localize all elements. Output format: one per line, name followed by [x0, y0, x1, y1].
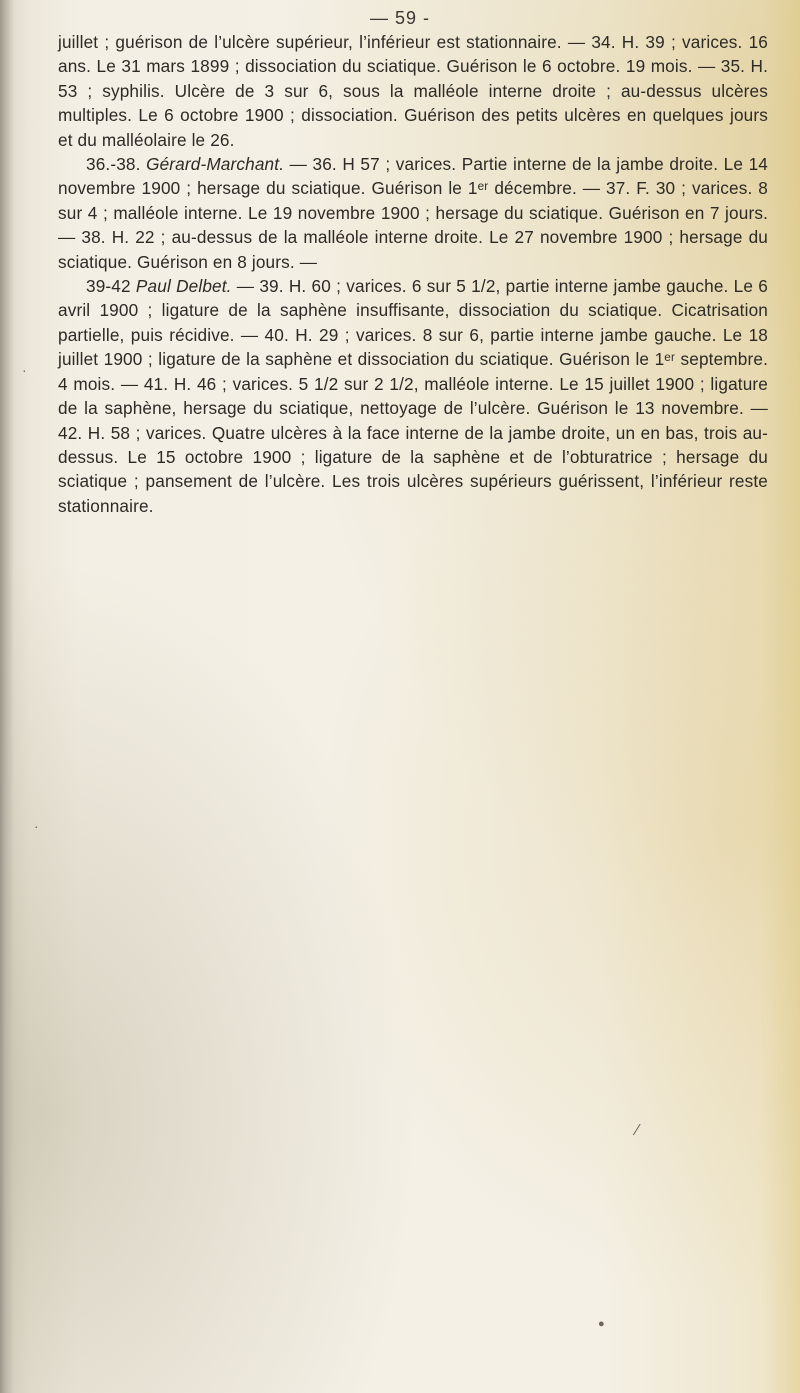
text-segment: juillet ; guérison de l’ulcère supérieur, l’inférieur est stationnaire. — 34. H. 39 ; varices. 16 ans. Le 31 mars 1899 ; dissociation du sciatique. Guérison le 6 octobre. 19 mois. — 35. H. 53 ; syphilis. Ulcère de 3 sur 6, sous la malléole interne droite ; au-dessus ulcères multiples. Le 6 octobre 1900 ; dissociation. Guérison des petits ulcères en quelques jours et du malléolaire le 26. — [58, 32, 768, 150]
page-number: — 59 - — [369, 8, 431, 28]
page-binding-shadow — [0, 0, 14, 1393]
text-segment: — 36. H 57 ; varices. Partie interne de la jambe droite. Le 14 novembre 1900 ; hersage du sciatique. Guérison le 1ᵉʳ décembre. — 37. F. 30 ; varices. 8 sur 4 ; malléole interne. Le 19 novembre 1900 ; hersage du sciatique. Guérison en 7 jours. — 38. H. 22 ; au-dessus de la malléole interne droite. Le 27 novembre 1900 ; hersage du sciatique. Guérison en 8 jours. — — [58, 154, 768, 272]
stray-dot: ● — [598, 1318, 605, 1330]
author-name: Paul Delbet. — [135, 276, 232, 297]
paragraph-3 — [58, 274, 768, 518]
margin-dot: · — [34, 818, 39, 834]
paragraph-1 — [58, 30, 768, 152]
author-name: Gérard-Marchant. — [146, 154, 285, 175]
text-segment: 39-42 — [86, 276, 136, 297]
paragraph-2 — [58, 152, 768, 274]
stray-mark: ⁄ — [636, 1122, 639, 1139]
margin-dot: · — [22, 362, 27, 378]
body-text — [58, 30, 768, 518]
text-segment: — 39. H. 60 ; varices. 6 sur 5 1/2, partie interne jambe gauche. Le 6 avril 1900 ; ligature de la saphène insuffisante, dissociation du sciatique. Cicatrisation partielle, puis récidive. — 40. H. 29 ; varices. 8 sur 6, partie interne jambe gauche. Le 18 juillet 1900 ; ligature de la saphène et dissociation du sciatique. Guérison le 1ᵉʳ septembre. 4 mois. — 41. H. 46 ; varices. 5 1/2 sur 2 1/2, malléole interne. Le 15 juillet 1900 ; ligature de la saphène, hersage du sciatique, nettoyage de l’ulcère. Guérison le 13 novembre. — 42. H. 58 ; varices. Quatre ulcères à la face interne de la jambe droite, un en bas, trois au-dessus. Le 15 octobre 1900 ; ligature de la saphène et de l’obturatrice ; hersage du sciatique ; pansement de l’ulcère. Les trois ulcères supérieurs guérissent, l’inférieur reste stationnaire. — [58, 276, 768, 516]
text-segment: 36.-38. — [86, 154, 147, 175]
